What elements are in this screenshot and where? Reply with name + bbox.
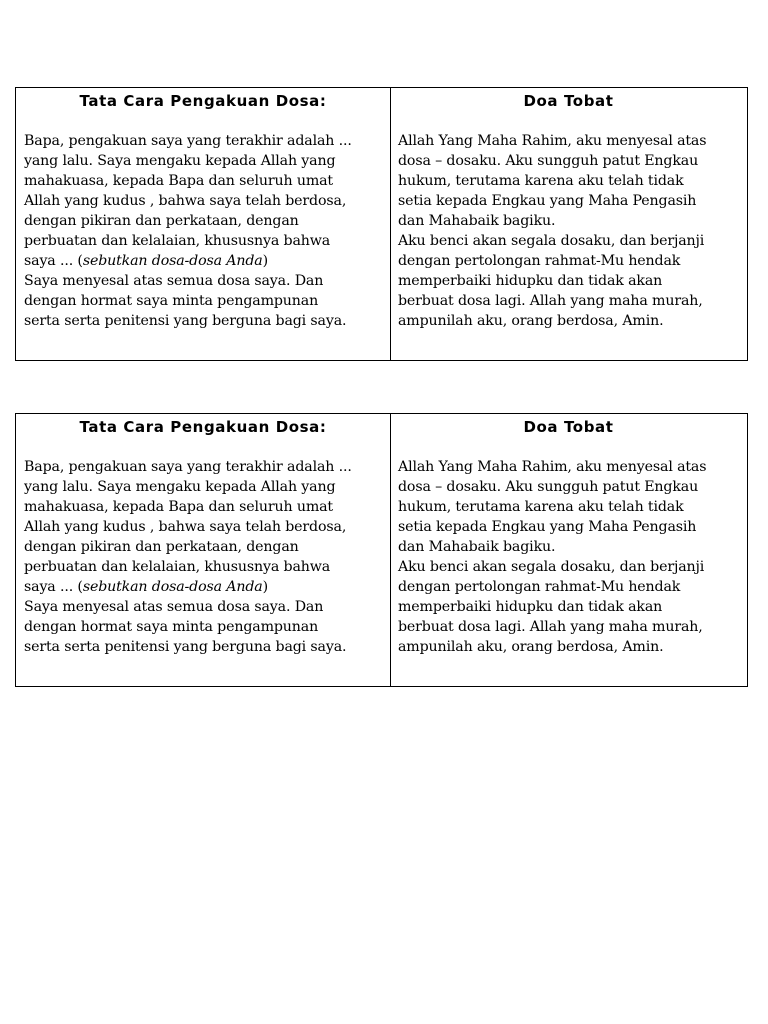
confession-line: dengan pikiran dan perkataan, dengan: [24, 213, 299, 229]
confession-guide-title: Tata Cara Pengakuan Dosa:: [79, 92, 327, 110]
confession-line: Allah yang kudus , bahwa saya telah berdosa,: [24, 519, 347, 535]
confession-sins-line: [24, 251, 382, 271]
sins-instruction: sebutkan dosa-dosa Anda: [82, 579, 263, 595]
act-of-contrition-title: Doa Tobat: [523, 92, 614, 110]
confession-guide-text: [24, 131, 382, 331]
confession-line: mahakuasa, kepada Bapa dan seluruh umat: [24, 499, 333, 515]
prayer-line: hukum, terutama karena aku telah tidak: [398, 499, 684, 515]
confession-line: Saya menyesal atas semua dosa saya. Dan: [24, 273, 324, 289]
confession-line: mahakuasa, kepada Bapa dan seluruh umat: [24, 173, 333, 189]
prayer-line: memperbaiki hidupku dan tidak akan: [398, 273, 663, 289]
prayer-line: Aku benci akan segala dosaku, dan berjanji: [398, 559, 705, 575]
act-of-contrition-cell: [391, 88, 747, 360]
confession-line: serta serta penitensi yang berguna bagi saya.: [24, 639, 347, 655]
prayer-line: dosa – dosaku. Aku sungguh patut Engkau: [398, 479, 699, 495]
act-of-contrition-text: [398, 131, 739, 331]
prayer-card-1: [15, 87, 748, 361]
prayer-line: ampunilah aku, orang berdosa, Amin.: [398, 639, 664, 655]
sins-suffix: ): [262, 579, 269, 595]
prayer-line: memperbaiki hidupku dan tidak akan: [398, 599, 663, 615]
confession-line: dengan hormat saya minta pengampunan: [24, 293, 319, 309]
prayer-line: berbuat dosa lagi. Allah yang maha murah,: [398, 619, 703, 635]
confession-line: yang lalu. Saya mengaku kepada Allah yang: [24, 153, 336, 169]
confession-line: serta serta penitensi yang berguna bagi saya.: [24, 313, 347, 329]
prayer-line: dengan pertolongan rahmat-Mu hendak: [398, 253, 681, 269]
sins-prefix: saya ... (: [24, 253, 83, 269]
prayer-card-2: [15, 413, 748, 687]
prayer-line: Allah Yang Maha Rahim, aku menyesal atas: [398, 459, 707, 475]
confession-guide-cell: [16, 88, 391, 360]
prayer-line: hukum, terutama karena aku telah tidak: [398, 173, 684, 189]
prayer-line: ampunilah aku, orang berdosa, Amin.: [398, 313, 664, 329]
confession-line: dengan pikiran dan perkataan, dengan: [24, 539, 299, 555]
confession-line: Bapa, pengakuan saya yang terakhir adalah ...: [24, 133, 352, 149]
prayer-line: setia kepada Engkau yang Maha Pengasih: [398, 193, 697, 209]
sins-instruction: sebutkan dosa-dosa Anda: [82, 253, 263, 269]
confession-line: perbuatan dan kelalaian, khususnya bahwa: [24, 559, 331, 575]
confession-line: perbuatan dan kelalaian, khususnya bahwa: [24, 233, 331, 249]
prayer-line: Allah Yang Maha Rahim, aku menyesal atas: [398, 133, 707, 149]
confession-sins-line: [24, 577, 382, 597]
confession-line: Bapa, pengakuan saya yang terakhir adalah ...: [24, 459, 352, 475]
confession-line: Allah yang kudus , bahwa saya telah berdosa,: [24, 193, 347, 209]
confession-line: yang lalu. Saya mengaku kepada Allah yang: [24, 479, 336, 495]
confession-line: Saya menyesal atas semua dosa saya. Dan: [24, 599, 324, 615]
prayer-line: dan Mahabaik bagiku.: [398, 213, 556, 229]
confession-guide-cell: [16, 414, 391, 686]
confession-line: dengan hormat saya minta pengampunan: [24, 619, 319, 635]
prayer-line: berbuat dosa lagi. Allah yang maha murah,: [398, 293, 703, 309]
prayer-line: dengan pertolongan rahmat-Mu hendak: [398, 579, 681, 595]
confession-guide-title: Tata Cara Pengakuan Dosa:: [79, 418, 327, 436]
act-of-contrition-cell: [391, 414, 747, 686]
act-of-contrition-text: [398, 457, 739, 657]
prayer-line: dosa – dosaku. Aku sungguh patut Engkau: [398, 153, 699, 169]
prayer-line: dan Mahabaik bagiku.: [398, 539, 556, 555]
confession-guide-text: [24, 457, 382, 657]
sins-prefix: saya ... (: [24, 579, 83, 595]
sins-suffix: ): [262, 253, 269, 269]
prayer-line: setia kepada Engkau yang Maha Pengasih: [398, 519, 697, 535]
prayer-line: Aku benci akan segala dosaku, dan berjanji: [398, 233, 705, 249]
act-of-contrition-title: Doa Tobat: [523, 418, 614, 436]
